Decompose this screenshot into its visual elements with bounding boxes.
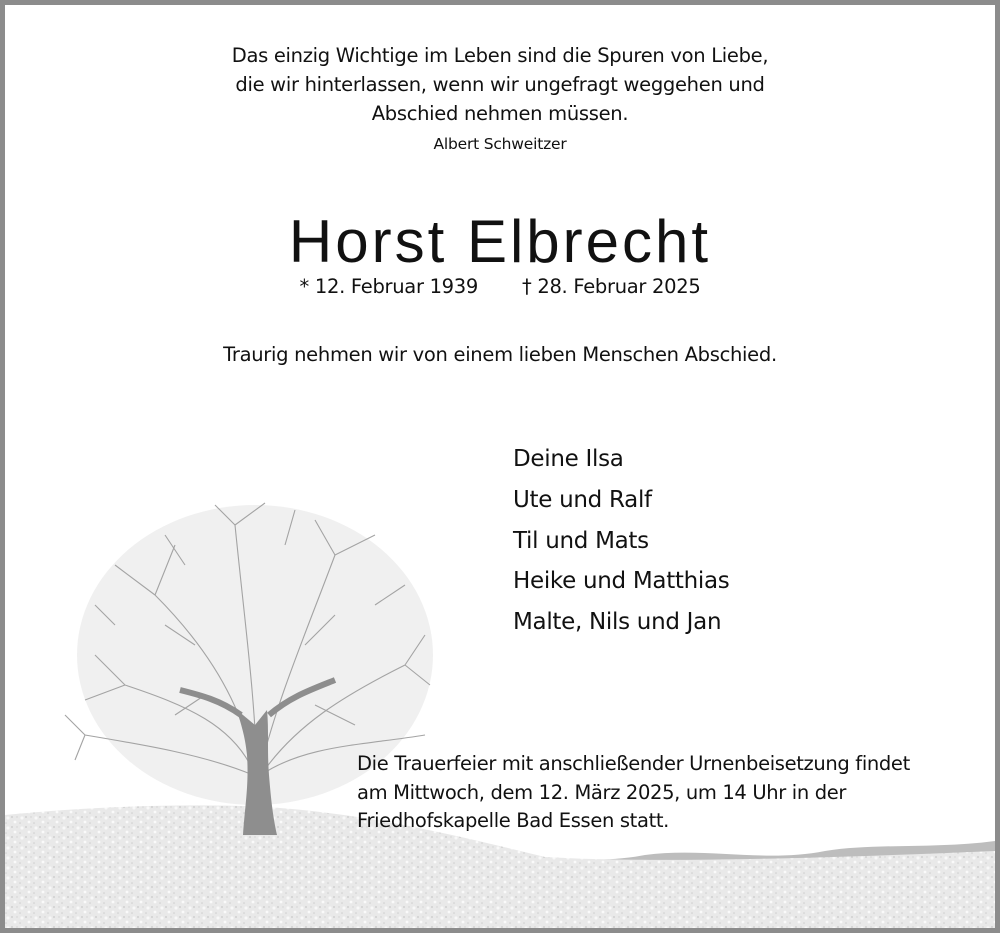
- quote: [5, 41, 995, 128]
- mourner: Deine Ilsa: [513, 446, 624, 472]
- deceased-name: Horst Elbrecht: [288, 208, 712, 275]
- mourner: Til und Mats: [513, 527, 649, 554]
- funeral-line: am Mittwoch, dem 12. März 2025, um 14 Uhr in der: [357, 780, 847, 804]
- mourner: Heike und Matthias: [513, 568, 730, 595]
- mourners-list: [513, 439, 729, 643]
- funeral-line: Friedhofskapelle Bad Essen statt.: [357, 809, 670, 832]
- mourner: Malte, Nils und Jan: [513, 609, 722, 636]
- funeral-line: Die Trauerfeier mit anschließender Urnenbeisetzung findet: [357, 752, 910, 775]
- mourning-text: Traurig nehmen wir von einem lieben Menschen Abschied.: [223, 343, 777, 366]
- mourner: Ute und Ralf: [513, 486, 652, 513]
- quote-line: die wir hinterlassen, wenn wir ungefragt weggehen und: [235, 73, 765, 96]
- tree-in-meadow-illustration: [5, 485, 995, 933]
- death-date: † 28. Februar 2025: [522, 275, 701, 298]
- quote-line: Das einzig Wichtige im Leben sind die Spuren von Liebe,: [231, 44, 769, 67]
- quote-author: Albert Schweitzer: [433, 135, 567, 153]
- birth-date: * 12. Februar 1939: [299, 275, 478, 298]
- life-dates: [5, 275, 995, 298]
- funeral-information: [357, 750, 910, 836]
- quote-line: Abschied nehmen müssen.: [371, 102, 629, 125]
